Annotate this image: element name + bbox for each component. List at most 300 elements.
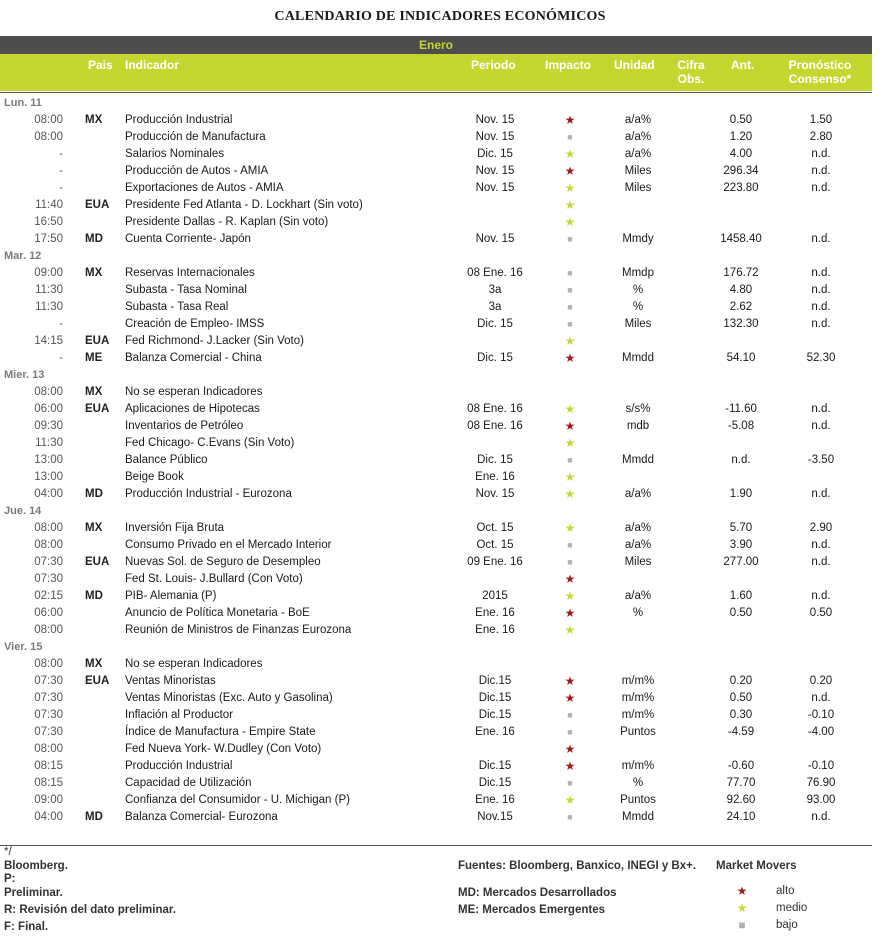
- period-cell: Ene. 16: [475, 624, 515, 636]
- period-cell: Oct. 15: [476, 522, 514, 534]
- table-row: [0, 350, 872, 367]
- table-row: [0, 656, 872, 673]
- time-cell: 11:30: [35, 284, 63, 296]
- country-cell: MX: [85, 386, 103, 398]
- previous-value-cell: 5.70: [729, 522, 753, 534]
- table-row: [0, 384, 872, 401]
- table-row: [0, 673, 872, 690]
- time-cell: 09:00: [34, 794, 63, 806]
- star-green-icon: ★: [564, 487, 576, 501]
- unit-cell: m/m%: [621, 709, 655, 721]
- previous-value-cell: 1.90: [729, 488, 753, 500]
- time-cell: 08:00: [34, 386, 63, 398]
- consensus-cell: n.d.: [811, 165, 831, 177]
- consensus-cell: 2.80: [809, 131, 833, 143]
- star-green-icon: ★: [564, 521, 576, 535]
- unit-cell: Puntos: [620, 726, 656, 738]
- previous-value-cell: n.d.: [731, 454, 751, 466]
- square-gray-icon: ■: [567, 132, 573, 142]
- table-row: [0, 197, 872, 214]
- day-label: Vier. 15: [4, 641, 43, 653]
- table-row: [0, 112, 872, 129]
- table-row: [0, 741, 872, 758]
- day-header: [0, 503, 872, 520]
- period-cell: Nov. 15: [475, 114, 515, 126]
- period-cell: Ene. 16: [475, 726, 515, 738]
- table-row: [0, 333, 872, 350]
- period-cell: Ene. 16: [475, 471, 515, 483]
- previous-value-cell: 223.80: [723, 182, 759, 194]
- time-cell: -: [59, 182, 63, 194]
- consensus-cell: n.d.: [811, 811, 831, 823]
- unit-cell: a/a%: [624, 114, 652, 126]
- indicator-cell: Ventas Minoristas: [125, 675, 216, 687]
- table-row: [0, 401, 872, 418]
- star-green-icon: ★: [564, 402, 576, 416]
- previous-value-cell: 92.60: [726, 794, 756, 806]
- indicator-cell: Cuenta Corriente- Japón: [125, 233, 251, 245]
- time-cell: 08:00: [34, 539, 63, 551]
- table-row: [0, 435, 872, 452]
- country-cell: MD: [85, 811, 103, 823]
- indicator-cell: Reservas Internacionales: [125, 267, 255, 279]
- header-periodo: Periodo: [471, 58, 516, 72]
- indicator-cell: Índice de Manufactura - Empire State: [125, 726, 316, 738]
- header-impacto: Impacto: [545, 58, 592, 72]
- consensus-cell: n.d.: [811, 284, 831, 296]
- consensus-cell: 52.30: [806, 352, 836, 364]
- previous-value-cell: 0.50: [729, 607, 753, 619]
- indicator-cell: Balanza Comercial - China: [125, 352, 262, 364]
- star-red-icon: ★: [564, 113, 576, 127]
- day-label: Mier. 13: [4, 369, 45, 381]
- star-red-icon: ★: [564, 759, 576, 773]
- sources-note: Fuentes: Bloomberg, Banxico, INEGI y Bx+.: [458, 860, 697, 872]
- unit-cell: Mmdd: [622, 454, 654, 466]
- unit-cell: a/a%: [624, 590, 652, 602]
- time-cell: 07:30: [34, 692, 63, 704]
- time-cell: 16:50: [34, 216, 63, 228]
- time-cell: 13:00: [34, 454, 63, 466]
- footnote-final: F: Final.: [4, 921, 49, 933]
- period-cell: Nov. 15: [475, 165, 515, 177]
- unit-cell: a/a%: [624, 522, 652, 534]
- period-cell: 3a: [488, 284, 502, 296]
- indicator-cell: Capacidad de Utilización: [125, 777, 252, 789]
- unit-cell: a/a%: [624, 131, 652, 143]
- star-green-icon: ★: [564, 215, 576, 229]
- previous-value-cell: -11.60: [725, 403, 757, 415]
- header-cifra-line1: Cifra: [677, 58, 705, 72]
- table-row: [0, 520, 872, 537]
- header-ant: Ant.: [731, 58, 755, 72]
- consensus-cell: 1.50: [809, 114, 833, 126]
- day-header: [0, 639, 872, 656]
- indicator-cell: Nuevas Sol. de Seguro de Desempleo: [125, 556, 321, 568]
- table-row: [0, 588, 872, 605]
- period-cell: Dic.15: [478, 675, 512, 687]
- previous-value-cell: -5.08: [727, 420, 755, 432]
- time-cell: 06:00: [34, 607, 63, 619]
- indicator-cell: Reunión de Ministros de Finanzas Eurozona: [125, 624, 352, 636]
- square-gray-icon: ■: [567, 812, 573, 822]
- time-cell: 08:00: [34, 658, 63, 670]
- indicator-cell: Balance Público: [125, 454, 208, 466]
- star-red-icon: ★: [564, 606, 576, 620]
- header-cifra-line2: Obs.: [677, 72, 705, 86]
- table-row: [0, 214, 872, 231]
- table-row: [0, 299, 872, 316]
- day-label: Mar. 12: [4, 250, 42, 262]
- unit-cell: %: [632, 607, 644, 619]
- previous-value-cell: 24.10: [726, 811, 756, 823]
- table-row: [0, 486, 872, 503]
- star-red-icon: ★: [564, 351, 576, 365]
- indicator-cell: Anuncio de Política Monetaria - BoE: [125, 607, 310, 619]
- table-row: [0, 724, 872, 741]
- consensus-cell: 2.90: [809, 522, 833, 534]
- time-cell: 07:30: [34, 556, 63, 568]
- indicator-cell: Presidente Fed Atlanta - D. Lockhart (Sin voto): [125, 199, 363, 211]
- indicator-cell: Consumo Privado en el Mercado Interior: [125, 539, 332, 551]
- square-gray-icon: ■: [567, 285, 573, 295]
- country-cell: EUA: [85, 675, 110, 687]
- indicator-cell: Salarios Nominales: [125, 148, 225, 160]
- header-unidad: Unidad: [614, 58, 655, 72]
- indicator-cell: Aplicaciones de Hipotecas: [125, 403, 260, 415]
- previous-value-cell: 277.00: [723, 556, 759, 568]
- consensus-cell: 76.90: [806, 777, 836, 789]
- square-gray-icon: ■: [567, 710, 573, 720]
- period-cell: 08 Ene. 16: [467, 403, 523, 415]
- previous-value-cell: 3.90: [729, 539, 753, 551]
- time-cell: 17:50: [34, 233, 63, 245]
- country-cell: MX: [85, 114, 103, 126]
- consensus-cell: n.d.: [811, 318, 831, 330]
- time-cell: 07:30: [34, 726, 63, 738]
- unit-cell: Puntos: [620, 794, 656, 806]
- consensus-cell: -4.00: [807, 726, 835, 738]
- period-cell: Nov. 15: [475, 131, 515, 143]
- consensus-cell: -3.50: [807, 454, 835, 466]
- table-row: [0, 554, 872, 571]
- square-gray-icon: ■: [738, 918, 746, 932]
- time-cell: -: [59, 148, 63, 160]
- period-cell: Nov. 15: [475, 488, 515, 500]
- unit-cell: m/m%: [621, 675, 655, 687]
- time-cell: -: [59, 318, 63, 330]
- indicator-cell: Inventarios de Petróleo: [125, 420, 244, 432]
- indicator-cell: Fed Richmond- J.Lacker (Sin Voto): [125, 335, 304, 347]
- consensus-cell: n.d.: [811, 267, 831, 279]
- previous-value-cell: 4.80: [729, 284, 753, 296]
- table-row: [0, 707, 872, 724]
- time-cell: 07:30: [34, 709, 63, 721]
- star-red-icon: ★: [564, 572, 576, 586]
- unit-cell: mdb: [626, 420, 650, 432]
- unit-cell: m/m%: [621, 692, 655, 704]
- unit-cell: Miles: [624, 318, 652, 330]
- unit-cell: Miles: [624, 556, 652, 568]
- table-row: [0, 622, 872, 639]
- time-cell: 06:00: [34, 403, 63, 415]
- previous-value-cell: 296.34: [723, 165, 759, 177]
- unit-cell: a/a%: [624, 488, 652, 500]
- square-gray-icon: ■: [567, 455, 573, 465]
- legend-label-alto: alto: [776, 885, 795, 897]
- previous-value-cell: 0.20: [729, 675, 753, 687]
- consensus-cell: n.d.: [811, 556, 831, 568]
- time-cell: 11:30: [35, 437, 63, 449]
- indicator-cell: Subasta - Tasa Nominal: [125, 284, 247, 296]
- indicator-cell: Producción Industrial - Eurozona: [125, 488, 292, 500]
- consensus-cell: n.d.: [811, 182, 831, 194]
- previous-value-cell: 0.30: [729, 709, 753, 721]
- period-cell: Dic. 15: [477, 318, 513, 330]
- square-gray-icon: ■: [567, 727, 573, 737]
- table-row: [0, 605, 872, 622]
- consensus-cell: n.d.: [811, 403, 831, 415]
- legend-label-medio: medio: [776, 902, 808, 914]
- day-header: [0, 248, 872, 265]
- unit-cell: Miles: [624, 182, 652, 194]
- unit-cell: %: [632, 301, 644, 313]
- country-cell: MX: [85, 267, 103, 279]
- table-row: [0, 163, 872, 180]
- time-cell: -: [59, 165, 63, 177]
- previous-value-cell: -0.60: [727, 760, 755, 772]
- period-cell: 2015: [482, 590, 508, 602]
- square-gray-icon: ■: [567, 778, 573, 788]
- previous-value-cell: 0.50: [729, 692, 753, 704]
- period-cell: 09 Ene. 16: [467, 556, 523, 568]
- star-green-icon: ★: [564, 147, 576, 161]
- indicator-cell: No se esperan Indicadores: [125, 386, 263, 398]
- indicator-cell: Fed Nueva York- W.Dudley (Con Voto): [125, 743, 322, 755]
- previous-value-cell: 4.00: [729, 148, 753, 160]
- header-pronostico: [780, 58, 860, 86]
- square-gray-icon: ■: [567, 319, 573, 329]
- indicator-cell: PIB- Alemania (P): [125, 590, 217, 602]
- time-cell: 11:30: [35, 301, 63, 313]
- time-cell: 08:00: [34, 114, 63, 126]
- period-cell: Nov.15: [477, 811, 513, 823]
- star-red-icon: ★: [564, 742, 576, 756]
- star-red-icon: ★: [564, 691, 576, 705]
- footnote-p: P:: [4, 873, 16, 885]
- country-cell: MX: [85, 658, 103, 670]
- star-red-icon: ★: [736, 884, 748, 898]
- table-row: [0, 758, 872, 775]
- time-cell: 07:30: [34, 675, 63, 687]
- period-cell: 3a: [488, 301, 502, 313]
- indicator-cell: No se esperan Indicadores: [125, 658, 263, 670]
- month-bar: Enero: [0, 36, 872, 54]
- table-row: [0, 792, 872, 809]
- star-green-icon: ★: [564, 623, 576, 637]
- consensus-cell: n.d.: [811, 148, 831, 160]
- country-cell: MX: [85, 522, 103, 534]
- header-pronostico-line2: Consenso*: [788, 72, 852, 86]
- indicator-cell: Producción de Manufactura: [125, 131, 266, 143]
- indicator-cell: Producción Industrial: [125, 760, 233, 772]
- country-cell: MD: [85, 488, 103, 500]
- consensus-cell: -0.10: [807, 709, 835, 721]
- period-cell: Ene. 16: [475, 794, 515, 806]
- footnote-revision: R: Revisión del dato preliminar.: [4, 904, 176, 916]
- footnote-bloomberg: Bloomberg.: [4, 860, 68, 872]
- country-cell: EUA: [85, 199, 110, 211]
- indicator-cell: Ventas Minoristas (Exc. Auto y Gasolina): [125, 692, 333, 704]
- indicator-cell: Beige Book: [125, 471, 184, 483]
- time-cell: 08:00: [34, 522, 63, 534]
- unit-cell: a/a%: [624, 148, 652, 160]
- consensus-cell: n.d.: [811, 420, 831, 432]
- time-cell: 13:00: [34, 471, 63, 483]
- legend-label-bajo: bajo: [776, 919, 798, 931]
- square-gray-icon: ■: [567, 268, 573, 278]
- time-cell: -: [59, 352, 63, 364]
- time-cell: 07:30: [34, 573, 63, 585]
- footnote-asterisk: */: [4, 846, 12, 858]
- country-cell: EUA: [85, 335, 110, 347]
- table-row: [0, 571, 872, 588]
- header-pronostico-line1: Pronóstico: [788, 58, 852, 72]
- time-cell: 08:15: [34, 760, 63, 772]
- star-green-icon: ★: [564, 436, 576, 450]
- period-cell: Ene. 16: [475, 607, 515, 619]
- previous-value-cell: 1.20: [729, 131, 753, 143]
- previous-value-cell: 132.30: [723, 318, 759, 330]
- indicator-cell: Subasta - Tasa Real: [125, 301, 229, 313]
- consensus-cell: 0.20: [809, 675, 833, 687]
- time-cell: 08:15: [34, 777, 63, 789]
- unit-cell: Mmdd: [622, 811, 654, 823]
- table-row: [0, 418, 872, 435]
- previous-value-cell: 54.10: [726, 352, 756, 364]
- star-green-icon: ★: [564, 334, 576, 348]
- table-row: [0, 180, 872, 197]
- footer-rule: [0, 845, 872, 846]
- table-row: [0, 809, 872, 826]
- indicator-cell: Producción de Autos - AMIA: [125, 165, 269, 177]
- star-red-icon: ★: [564, 164, 576, 178]
- footnote-preliminar: Preliminar.: [4, 887, 63, 899]
- unit-cell: m/m%: [621, 760, 655, 772]
- star-green-icon: ★: [564, 589, 576, 603]
- indicator-cell: Fed St. Louis- J.Bullard (Con Voto): [125, 573, 303, 585]
- unit-cell: a/a%: [624, 539, 652, 551]
- day-label: Jue. 14: [4, 505, 42, 517]
- previous-value-cell: 1.60: [729, 590, 753, 602]
- square-gray-icon: ■: [567, 302, 573, 312]
- market-movers-label: Market Movers: [716, 860, 797, 872]
- country-cell: MD: [85, 590, 103, 602]
- table-row: [0, 452, 872, 469]
- square-gray-icon: ■: [567, 234, 573, 244]
- table-row: [0, 282, 872, 299]
- me-note: ME: Mercados Emergentes: [458, 904, 605, 916]
- consensus-cell: n.d.: [811, 301, 831, 313]
- period-cell: Oct. 15: [476, 539, 514, 551]
- time-cell: 09:00: [34, 267, 63, 279]
- period-cell: Dic. 15: [477, 148, 513, 160]
- time-cell: 08:00: [34, 131, 63, 143]
- period-cell: Dic.15: [478, 777, 512, 789]
- consensus-cell: 93.00: [806, 794, 836, 806]
- table-header: [0, 54, 872, 91]
- consensus-cell: n.d.: [811, 488, 831, 500]
- header-indicador: Indicador: [125, 58, 180, 72]
- indicator-cell: Exportaciones de Autos - AMIA: [125, 182, 284, 194]
- unit-cell: Mmdy: [622, 233, 654, 245]
- star-green-icon: ★: [736, 901, 748, 915]
- consensus-cell: 0.50: [809, 607, 833, 619]
- time-cell: 08:00: [34, 743, 63, 755]
- md-note: MD: Mercados Desarrollados: [458, 887, 617, 899]
- table-row: [0, 231, 872, 248]
- consensus-cell: -0.10: [807, 760, 835, 772]
- table-row: [0, 146, 872, 163]
- consensus-cell: n.d.: [811, 692, 831, 704]
- unit-cell: Mmdd: [622, 352, 654, 364]
- period-cell: 08 Ene. 16: [467, 267, 523, 279]
- time-cell: 14:15: [34, 335, 63, 347]
- indicator-cell: Confianza del Consumidor - U. Michigan (P): [125, 794, 350, 806]
- indicator-cell: Balanza Comercial- Eurozona: [125, 811, 278, 823]
- country-cell: MD: [85, 233, 103, 245]
- period-cell: 08 Ene. 16: [467, 420, 523, 432]
- table-row: [0, 775, 872, 792]
- square-gray-icon: ■: [567, 540, 573, 550]
- unit-cell: Miles: [624, 165, 652, 177]
- star-green-icon: ★: [564, 793, 576, 807]
- table-row: [0, 129, 872, 146]
- country-cell: ME: [85, 352, 103, 364]
- indicator-cell: Inversión Fija Bruta: [125, 522, 225, 534]
- previous-value-cell: 2.62: [729, 301, 753, 313]
- consensus-cell: n.d.: [811, 539, 831, 551]
- indicator-cell: Inflación al Productor: [125, 709, 234, 721]
- time-cell: 02:15: [34, 590, 63, 602]
- period-cell: Dic.15: [478, 760, 512, 772]
- unit-cell: s/s%: [625, 403, 651, 415]
- period-cell: Dic.15: [478, 709, 512, 721]
- time-cell: 11:40: [35, 199, 63, 211]
- unit-cell: %: [632, 777, 644, 789]
- previous-value-cell: 0.50: [729, 114, 753, 126]
- table-row: [0, 469, 872, 486]
- period-cell: Dic. 15: [477, 454, 513, 466]
- time-cell: 04:00: [34, 811, 63, 823]
- star-green-icon: ★: [564, 198, 576, 212]
- header-pais: Pais: [88, 58, 113, 72]
- time-cell: 04:00: [34, 488, 63, 500]
- star-green-icon: ★: [564, 181, 576, 195]
- star-red-icon: ★: [564, 419, 576, 433]
- period-cell: Nov. 15: [475, 233, 515, 245]
- day-label: Lun. 11: [4, 97, 42, 109]
- unit-cell: %: [632, 284, 644, 296]
- country-cell: EUA: [85, 556, 110, 568]
- page-title: CALENDARIO DE INDICADORES ECONÓMICOS: [274, 9, 606, 24]
- time-cell: 08:00: [34, 624, 63, 636]
- unit-cell: Mmdp: [622, 267, 654, 279]
- period-cell: Dic. 15: [477, 352, 513, 364]
- day-header: [0, 95, 872, 112]
- table-row: [0, 690, 872, 707]
- country-cell: EUA: [85, 403, 110, 415]
